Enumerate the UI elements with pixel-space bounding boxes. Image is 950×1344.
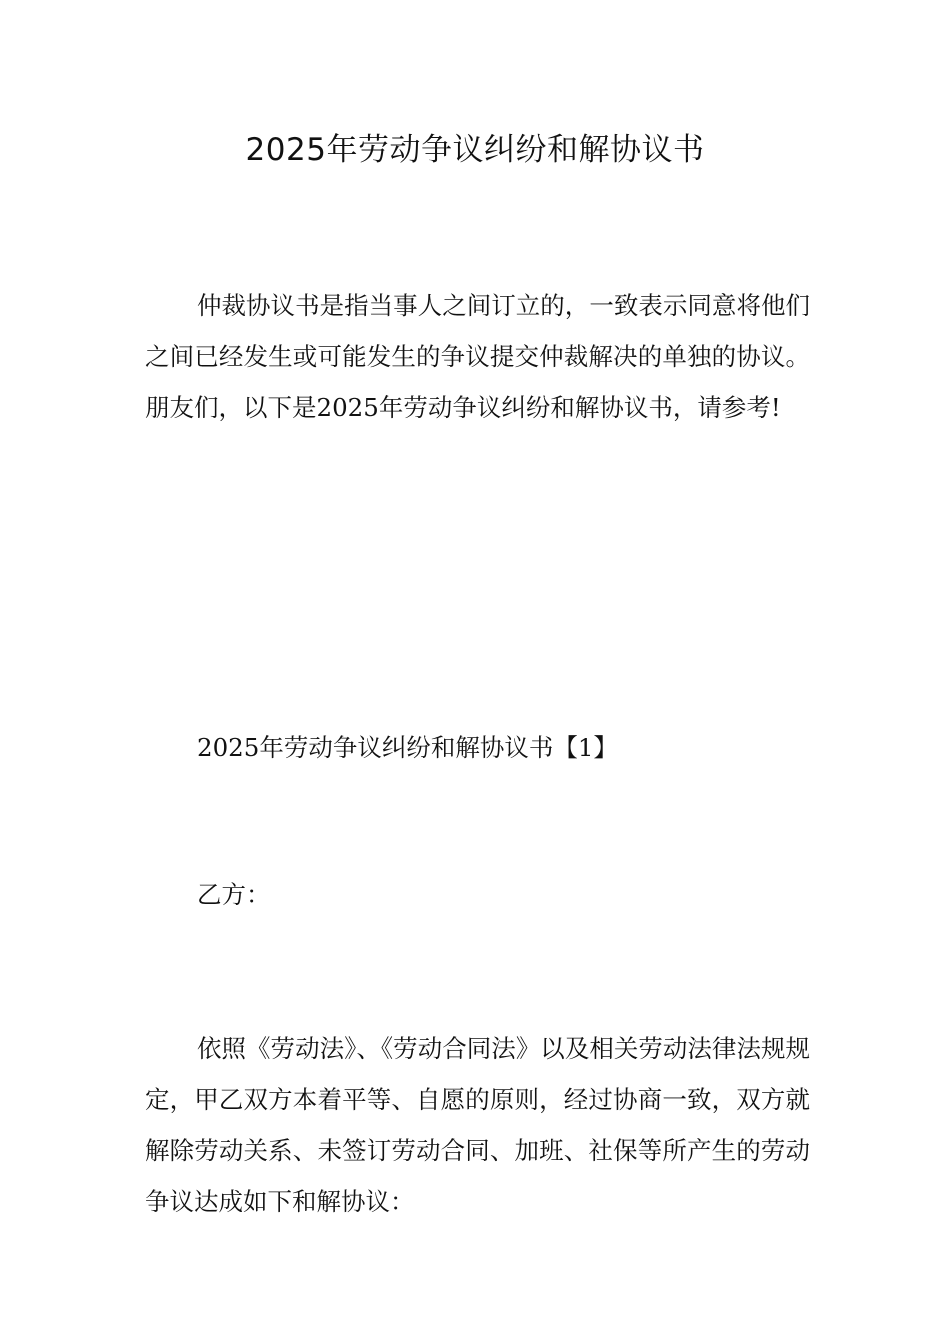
party-b-label: 乙方：	[197, 880, 271, 909]
agreement-body-paragraph: 依照《劳动法》、《劳动合同法》以及相关劳动法律法规规定，甲乙双方本着平等、自愿的原则，经过协商一致，双方就解除劳动关系、未签订劳动合同、加班、社保等所产生的劳动争议达成如下和解协议：	[145, 1034, 810, 1216]
section-heading: 2025年劳动争议纠纷和解协议书【1】	[197, 733, 618, 762]
intro-paragraph: 仲裁协议书是指当事人之间订立的，一致表示同意将他们之间已经发生或可能发生的争议提交仲裁解决的单独的协议。朋友们，以下是2025年劳动争议纠纷和解协议书，请参考!	[145, 291, 810, 422]
document-title: 2025年劳动争议纠纷和解协议书	[245, 132, 705, 168]
